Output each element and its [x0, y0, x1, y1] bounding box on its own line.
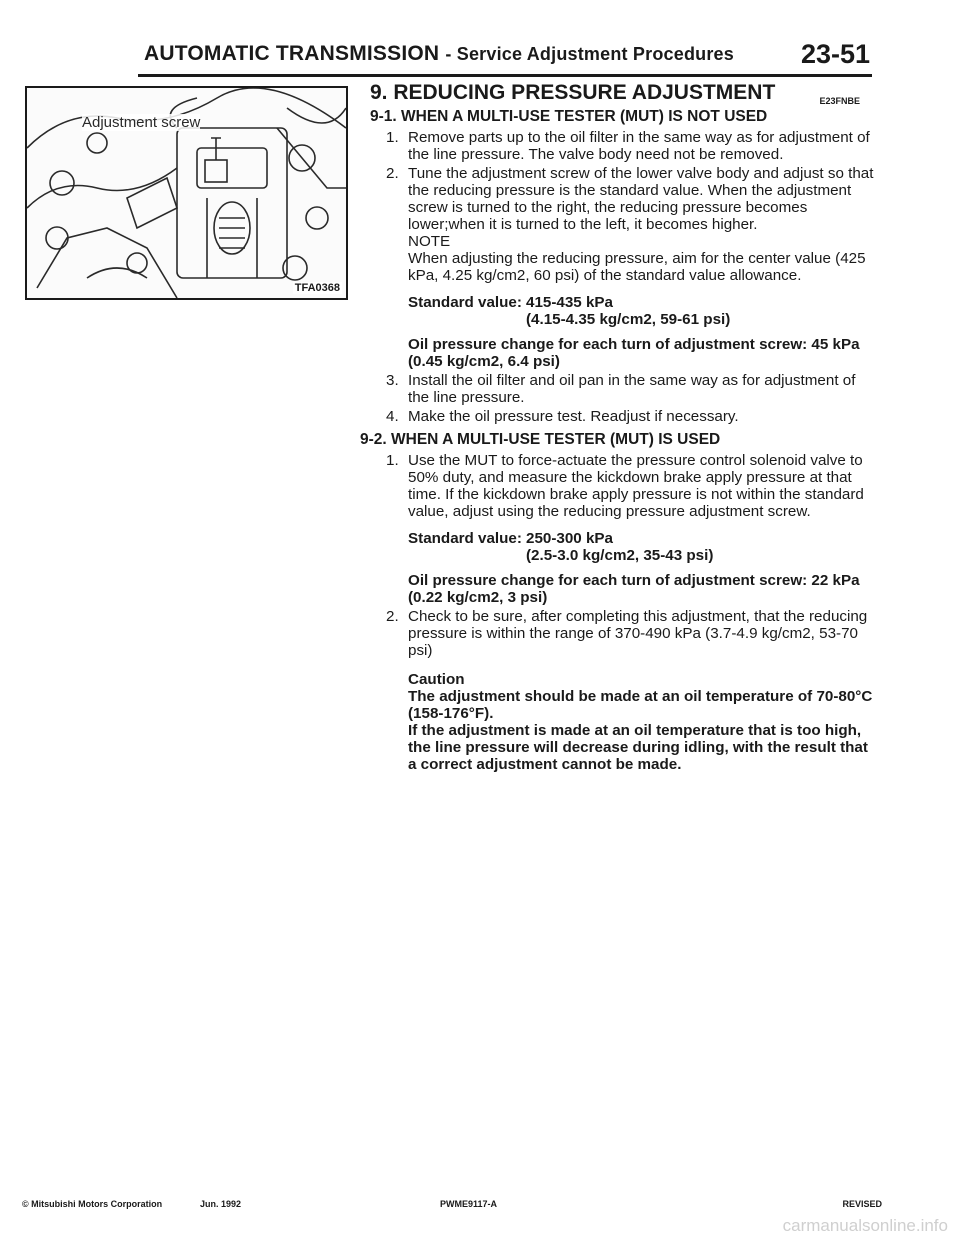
sub2-step-1 — [370, 452, 880, 606]
sub2-step-2 — [370, 608, 880, 773]
standard-value-2: (2.5-3.0 kg/cm2, 35-43 psi) — [526, 547, 714, 564]
step-number: 2. — [386, 608, 399, 625]
subsection-1-title: 9-1. WHEN A MULTI-USE TESTER (MUT) IS NOT USED — [370, 108, 768, 125]
sub1-step-3 — [370, 372, 880, 406]
sub1-step-1 — [370, 129, 880, 163]
standard-value-2: (4.15-4.35 kg/cm2, 59-61 psi) — [526, 311, 731, 328]
note-text: When adjusting the reducing pressure, aim for the center value (425 kPa, 4.25 kg/cm2, 60 psi) of the standard value allowance. — [408, 250, 866, 284]
note-label: NOTE — [408, 233, 451, 250]
page-footer — [22, 1199, 882, 1213]
step-number: 3. — [386, 372, 399, 389]
standard-value-label: Standard value: — [408, 530, 522, 547]
step-text: Make the oil pressure test. Readjust if necessary. — [408, 408, 739, 425]
step-number: 1. — [386, 129, 399, 146]
header-subtitle: - Service Adjustment Procedures — [445, 44, 734, 64]
header-title — [144, 42, 734, 66]
footer-revision-status: REVISED — [842, 1199, 882, 1209]
step-text: Use the MUT to force-actuate the pressure control solenoid valve to 50% duty, and measure the kickdown brake apply pressure at that time. If the kickdown brake apply pressure is not within the standard value, adjust using the reducing pressure adjustment screw. — [408, 452, 864, 520]
section-title — [370, 81, 880, 106]
standard-value-block — [408, 294, 880, 328]
caution-block — [408, 671, 880, 773]
standard-value-1: 415-435 kPa — [526, 294, 613, 311]
step-text: Remove parts up to the oil filter in the same way as for adjustment of the line pressure. The valve body need not be removed. — [408, 129, 870, 163]
oil-pressure-change: Oil pressure change for each turn of adjustment screw: 45 kPa (0.45 kg/cm2, 6.4 psi) — [408, 336, 860, 370]
step-number: 2. — [386, 165, 399, 182]
main-content — [360, 81, 880, 775]
adjustment-screw-figure — [25, 86, 348, 300]
caution-text-2: If the adjustment is made at an oil temperature that is too high, the line pressure will decrease during idling, with the result that a correct adjustment cannot be made. — [408, 722, 868, 773]
caution-label: Caution — [408, 671, 465, 688]
figure-callout-label: Adjustment screw — [82, 114, 201, 131]
sub1-step-2 — [370, 165, 880, 370]
footer-corporation: © Mitsubishi Motors Corporation — [22, 1199, 163, 1209]
step-text: Check to be sure, after completing this adjustment, that the reducing pressure is within the range of 370-490 kPa (3.7-4.9 kg/cm2, 53-70 psi) — [408, 608, 868, 659]
standard-value-block — [408, 530, 880, 564]
standard-value-label: Standard value: — [408, 294, 522, 311]
step-number: 4. — [386, 408, 399, 425]
step-text: Install the oil filter and oil pan in the same way as for adjustment of the line pressure. — [408, 372, 856, 406]
header-title-main: AUTOMATIC TRANSMISSION — [144, 42, 440, 65]
watermark: carmanualsonline.info — [782, 1216, 948, 1235]
section-code: E23FNBE — [819, 96, 860, 106]
section-title-text: 9. REDUCING PRESSURE ADJUSTMENT — [370, 81, 776, 104]
sub1-step-4 — [370, 408, 880, 425]
figure-code: TFA0368 — [294, 282, 340, 294]
footer-date: Jun. 1992 — [200, 1199, 242, 1209]
step-text: Tune the adjustment screw of the lower valve body and adjust so that the reducing pressure is the standard value. When the adjustment screw is turned to the right, the reducing pressure becomes lower;when it is turned to the left, it becomes higher. — [408, 165, 874, 233]
step-number: 1. — [386, 452, 399, 469]
footer-doc-code: PWME9117-A — [440, 1199, 498, 1209]
standard-value-1: 250-300 kPa — [526, 530, 613, 547]
page-header — [138, 40, 872, 77]
subsection-2-title: 9-2. WHEN A MULTI-USE TESTER (MUT) IS USED — [360, 431, 721, 448]
page-number: 23-51 — [800, 39, 870, 69]
caution-text-1: The adjustment should be made at an oil temperature of 70-80°C (158-176°F). — [408, 688, 873, 722]
oil-pressure-change: Oil pressure change for each turn of adjustment screw: 22 kPa (0.22 kg/cm2, 3 psi) — [408, 572, 860, 606]
